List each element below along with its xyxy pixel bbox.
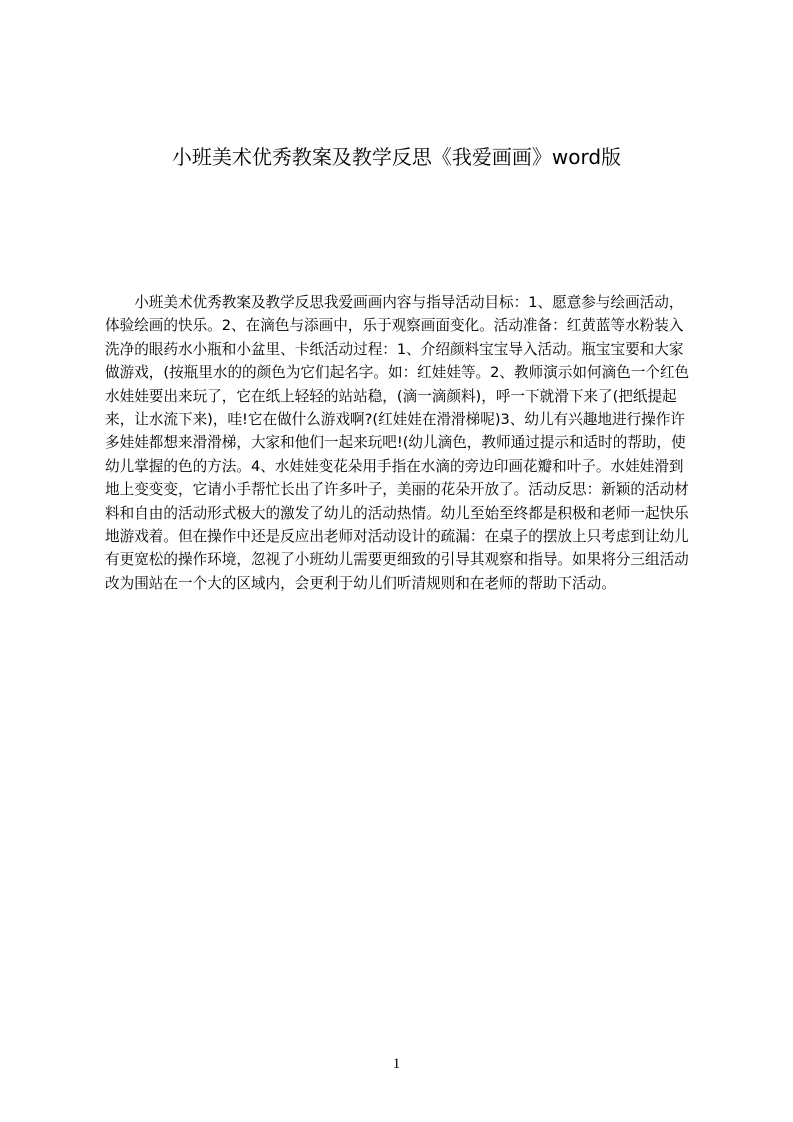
- page-number: 1: [392, 1056, 401, 1072]
- document-title: 小班美术优秀教案及教学反思《我爱画画》word版: [171, 145, 622, 169]
- body-paragraph: 小班美术优秀教案及教学反思我爱画画内容与指导活动目标：1、愿意参与绘画活动，体验绘画的快乐。2、在滴色与添画中，乐于观察画面变化。活动准备：红黄蓝等水粉装入洗净的眼药水小瓶和小盆里、卡纸活动过程：1、介绍颜料宝宝导入活动。瓶宝宝要和大家做游戏，(按瓶里水的的颜色为它们起名字。如：红娃娃等。2、教师演示如何滴色一个红色水娃娃要出来玩了，它在纸上轻轻的站站稳，(滴一滴颜料)，呼一下就滑下来了(把纸提起来，让水流下来)，哇!它在做什么游戏啊?(红娃娃在滑滑梯呢)3、幼儿有兴趣地进行操作许多娃娃都想来滑滑梯，大家和他们一起来玩吧!(幼儿滴色，教师通过提示和适时的帮助，使幼儿掌握的色的方法。4、水娃娃变花朵用手指在水滴的旁边印画花瓣和叶子。水娃娃滑到地上变变变，它请小手帮忙长出了许多叶子，美丽的花朵开放了。活动反思：新颖的活动材料和自由的活动形式极大的激发了幼儿的活动热情。幼儿至始至终都是积极和老师一起快乐地游戏着。但在操作中还是反应出老师对活动设计的疏漏：在桌子的摆放上只考虑到让幼儿有更宽松的操作环境，忽视了小班幼儿需要更细致的引导其观察和指导。如果将分三组活动改为围站在一个大的区域内，会更利于幼儿们听清规则和在老师的帮助下活动。: [105, 294, 690, 592]
- document-body: [105, 291, 697, 595]
